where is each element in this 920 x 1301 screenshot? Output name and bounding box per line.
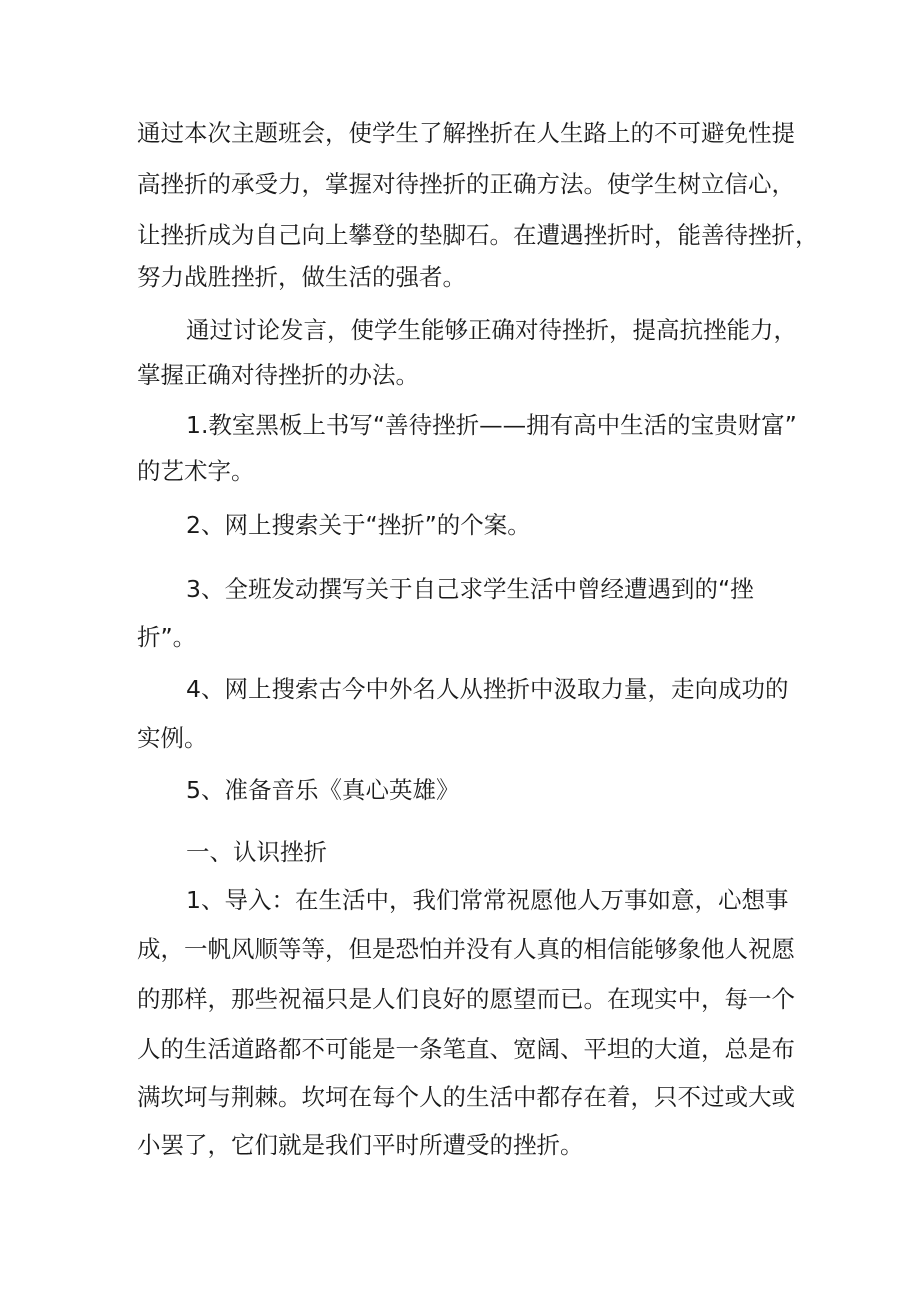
prep-item-5: 5、准备音乐《真心英雄》 xyxy=(186,776,460,804)
intro-paragraph-line-2: 成，一帆风顺等等，但是恐怕并没有人真的相信能够象他人祝愿 xyxy=(137,935,795,963)
prep-item-2: 2、网上搜索关于“挫折”的个案。 xyxy=(186,511,531,539)
prep-item-3-line-1: 3、全班发动撰写关于自己求学生活中曾经遭遇到的“挫 xyxy=(186,575,754,603)
intro-paragraph-line-1: 1、导入：在生活中，我们常常祝愿他人万事如意，心想事 xyxy=(186,886,789,914)
objective-paragraph-line-2: 高挫折的承受力，掌握对待挫折的正确方法。使学生树立信心， xyxy=(137,170,795,198)
objective-paragraph-line-3: 让挫折成为自己向上攀登的垫脚石。在遭遇挫折时，能善待挫折， xyxy=(137,221,819,249)
method-paragraph-line-2: 掌握正确对待挫折的办法。 xyxy=(137,361,419,389)
intro-paragraph-line-6: 小罢了，它们就是我们平时所遭受的挫折。 xyxy=(137,1131,584,1159)
prep-item-1-line-1: 1.教室黑板上书写“善待挫折——拥有高中生活的宝贵财富” xyxy=(186,411,797,439)
intro-paragraph-line-3: 的那样，那些祝福只是人们良好的愿望而已。在现实中，每一个 xyxy=(137,985,795,1013)
prep-item-3-line-2: 折”。 xyxy=(137,623,197,651)
objective-paragraph-line-1: 通过本次主题班会，使学生了解挫折在人生路上的不可避免性提 xyxy=(137,119,795,147)
intro-paragraph-line-5: 满坎坷与荆棘。坎坷在每个人的生活中都存在着，只不过或大或 xyxy=(137,1083,795,1111)
objective-paragraph-line-4: 努力战胜挫折，做生活的强者。 xyxy=(137,263,466,291)
intro-paragraph-line-4: 人的生活道路都不可能是一条笔直、宽阔、平坦的大道，总是布 xyxy=(137,1035,795,1063)
prep-item-1-line-2: 的艺术字。 xyxy=(137,457,255,485)
prep-item-4-line-1: 4、网上搜索古今中外名人从挫折中汲取力量，走向成功的 xyxy=(186,675,789,703)
section-heading-recognize-setbacks: 一、认识挫折 xyxy=(186,838,327,866)
method-paragraph-line-1: 通过讨论发言，使学生能够正确对待挫折，提高抗挫能力， xyxy=(186,316,797,344)
prep-item-4-line-2: 实例。 xyxy=(137,724,208,752)
